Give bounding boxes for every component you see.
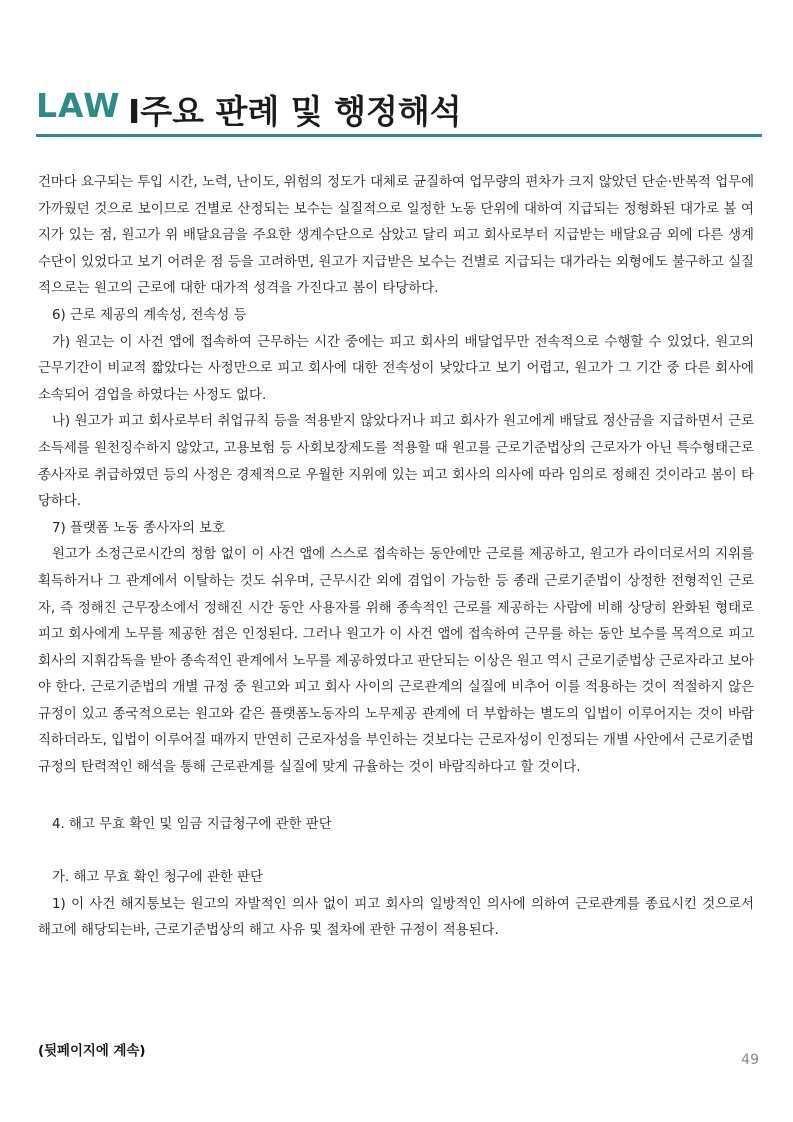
- page-title: Ⅰ주요 판례 및 행정해석: [128, 92, 462, 131]
- paragraph-6-na: 나) 원고가 피고 회사로부터 취업규칙 등을 적용받지 않았다거나 피고 회사가 원고에게 배달료 정산금을 지급하면서 근로소득세를 원천징수하지 않았고, 고용보험 등 사회보장제도를 적용할 때 원고를 근로기준법상의 근로자가 아닌 특수형태근로종사자로 취급하였던 등의 사정은 경제적으로 우월한 지위에 있는 피고 회사의 의사에 따라 임의로 정해진 것이라고 봄이 타당하다.: [38, 414, 754, 510]
- subsection-heading-ga: 가. 해고 무효 확인 청구에 관한 판단: [52, 870, 263, 886]
- paragraph-continuation: 건마다 요구되는 투입 시간, 노력, 난이도, 위험의 정도가 대체로 균질하여 업무량의 편차가 크지 않았던 단순·반복적 업무에 가까웠던 것으로 보이므로 건별로 산정되는 보수는 실질적으로 일정한 노동 단위에 대하여 지급되는 정형화된 대가로 볼 여지가 있는 점, 원고가 위 배달요금을 주요한 생계수단으로 삼았고 달리 피고 회사로부터 지급받는 배달요금 외에 다른 생계수단이 있었다고 보기 어려운 점 등을 고려하면, 원고가 지급받은 보수는 건별로 지급되는 대가라는 외형에도 불구하고 실질적으로는 원고의 근로에 대한 대가적 성격을 가진다고 봄이 타당하다.: [38, 175, 754, 297]
- paragraph-4-ga-1: 1) 이 사건 해지통보는 원고의 자발적인 의사 없이 피고 회사의 일방적인 의사에 의하여 근로관계를 종료시킨 것으로서 해고에 해당되는바, 근로기준법상의 해고 사유 및 절차에 관한 규정이 적용된다.: [38, 896, 754, 939]
- document-body: [38, 170, 754, 945]
- paragraph-6-ga: 가) 원고는 이 사건 앱에 접속하여 근무하는 시간 중에는 피고 회사의 배달업무만 전속적으로 수행할 수 있었다. 원고의 근무기간이 비교적 짧았다는 사정만으로 피고 회사에 대한 전속성이 낮았다고 보기 어렵고, 원고가 그 기간 중 다른 회사에 소속되어 겸업을 하였다는 사정도 없다.: [38, 334, 754, 403]
- page-number: 49: [741, 1052, 759, 1068]
- continued-note: (뒷페이지에 계속): [38, 1044, 146, 1059]
- section-heading-4: 4. 해고 무효 확인 및 임금 지급청구에 관한 판단: [52, 816, 332, 832]
- law-label: LAW: [36, 86, 121, 125]
- page-header: [36, 82, 762, 137]
- section-heading-6: 6) 근로 제공의 계속성, 전속성 등: [52, 307, 247, 323]
- paragraph-7: 원고가 소정근로시간의 정함 없이 이 사건 앱에 스스로 접속하는 동안에만 근로를 제공하고, 원고가 라이더로서의 지위를 획득하거나 그 관계에서 이탈하는 것도 쉬우며, 근무시간 외에 겸업이 가능한 등 종래 근로기준법이 상정한 전형적인 근로자, 즉 정해진 근무장소에서 정해진 시간 동안 사용자를 위해 종속적인 근로를 제공하는 사람에 비해 상당히 완화된 형태로 피고 회사에게 노무를 제공한 점은 인정된다. 그러나 원고가 이 사건 앱에 접속하여 근무를 하는 동안 보수를 목적으로 피고 회사의 지휘감독을 받아 종속적인 관계에서 노무를 제공하였다고 판단되는 이상은 원고 역시 근로기준법상 근로자라고 보아야 한다. 근로기준법의 개별 규정 중 원고와 피고 회사 사이의 근로관계의 실질에 비추어 이를 적용하는 것이 적절하지 않은 규정이 있고 종국적으로는 원고와 같은 플랫폼노동자의 노무제공 관계에 더 부합하는 별도의 입법이 이루어지는 것이 바람직하더라도, 입법이 이루어질 때까지 만연히 근로자성을 부인하는 것보다는 근로자성이 인정되는 개별 사안에서 근로기준법 규정의 탄력적인 해석을 통해 근로관계를 실질에 맞게 규율하는 것이 바람직하다고 할 것이다.: [38, 547, 754, 776]
- section-heading-7: 7) 플랫폼 노동 종사자의 보호: [52, 520, 226, 536]
